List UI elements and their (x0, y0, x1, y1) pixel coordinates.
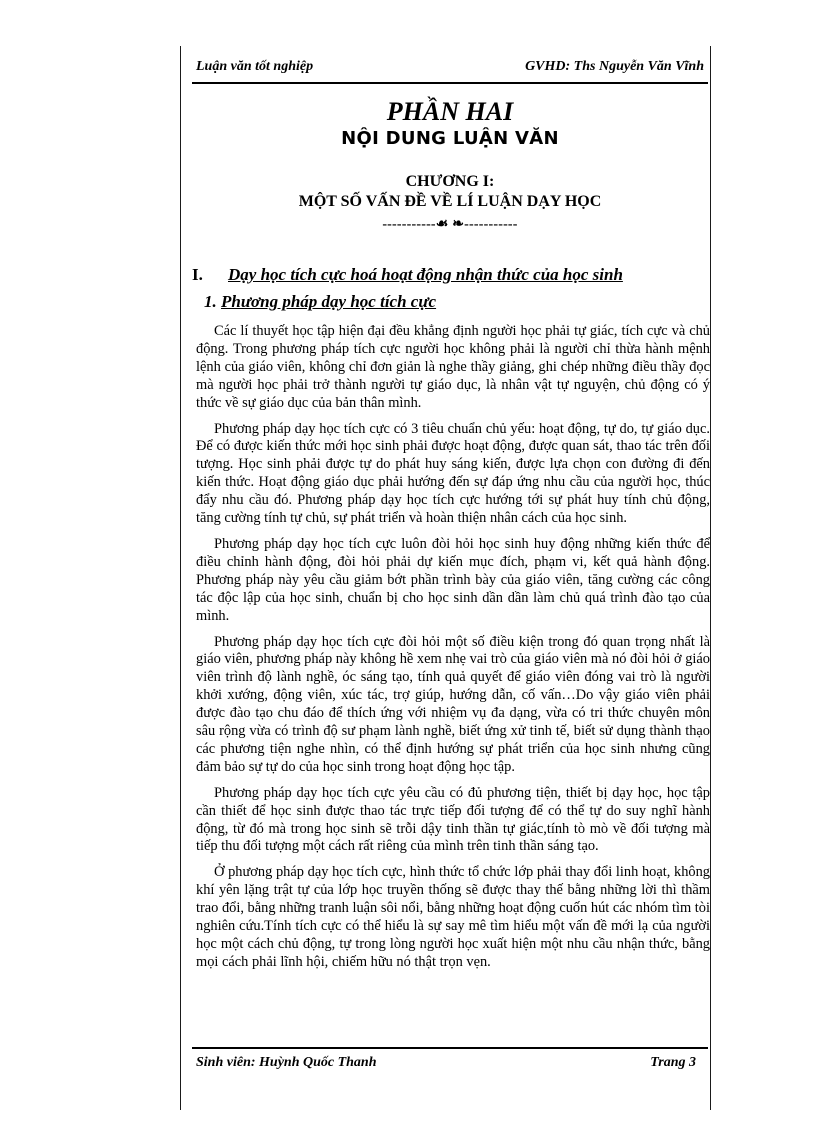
paragraph: Phương pháp dạy học tích cực luôn đòi hỏi học sinh huy động những kiến thức để điều chỉnh hành động, đòi hỏi phải dự kiến mục đích, phạm vi, kết quả hành động. Phương pháp này yêu cầu giảm bớt phần trình bày của giáo viên, tăng cường các công tác độc lập của học sinh, chuẩn bị cho học sinh dần dần làm chủ quá trình đào tạo của mình. (196, 535, 710, 624)
running-header (192, 58, 708, 84)
paragraph: Phương pháp dạy học tích cực yêu cầu có đủ phương tiện, thiết bị dạy học, học tập cần thiết để học sinh được thao tác trực tiếp đối tượng để có thể tự do suy nghĩ hành động, từ đó mà trong học sinh sẽ trỗi dậy tinh thần tự giác,tính tò mò về đối tượng mà tiếp thu đối tượng một cách rất riêng của mình trên tinh thần sáng tạo. (196, 784, 710, 855)
paragraph: Phương pháp dạy học tích cực có 3 tiêu chuẩn chủ yếu: hoạt động, tự do, tự giáo dục. Để có được kiến thức mới học sinh phải được hoạt động, được quan sát, thao tác trên đối tượng. Học sinh phải được tự do phát huy sáng kiến, được lựa chọn con đường đi đến kiến thức. Hoạt động giáo dục phải hướng đến sự đáp ứng nhu cầu của người học, thúc đẩy nhu cầu đó. Phương pháp dạy học tích cực hướng tới sự phát huy tính chủ động, tăng cường tính tự chủ, sự phát triển và hoàn thiện nhân cách của học sinh. (196, 420, 710, 527)
subsection-title: Phương pháp dạy học tích cực (221, 292, 437, 311)
paragraph: Ở phương pháp dạy học tích cực, hình thức tổ chức lớp phải thay đổi linh hoạt, không khí yên lặng trật tự của lớp học truyền thống sẽ được thay thế bằng những lời thì thầm trao đổi, bằng những tranh luận sôi nổi, bằng những hoạt động cuốn hút các nhóm tìm tòi nghiên cứu.Tính tích cực có thể hiểu là sự say mê tìm hiểu một vấn đề mới lạ của người học một cách chủ động, tự trong lòng người học xuất hiện một nhu cầu nhận thức, bằng mọi cách phải lĩnh hội, chiếm hữu nó thật trọn vẹn. (196, 864, 710, 970)
part-title: PHẦN HAI (386, 97, 514, 126)
footer-student-name: Sinh viên: Huỳnh Quốc Thanh (196, 1055, 377, 1070)
chapter-label: CHƯƠNG I: (405, 173, 495, 190)
chapter-ornament-divider: -----------☙ ❧----------- (382, 217, 518, 232)
paragraph: Phương pháp dạy học tích cực đòi hỏi một số điều kiện trong đó quan trọng nhất là giáo viên, phương pháp này không hề xem nhẹ vai trò của giáo viên mà nó đòi hỏi ở giáo viên trình độ lành nghề, óc sáng tạo, tính quả quyết để giáo viên đóng vai trò là người khởi xướng, động viên, xúc tác, trợ giúp, hướng dẫn, cố vấn…Do vậy giáo viên phải được đào tạo chu đáo để thích ứng với nhiệm vụ đa dạng, vừa có tri thức chuyên môn sâu rộng vừa có trình độ sư phạm lành nghề, biết ứng xử tinh tế, biết sử dụng thành thạo các phương tiện nghe nhìn, có thể định hướng sự phát triển của học sinh nhưng cũng đảm bảo sự tự do của học sinh trong hoạt động học tập. (196, 633, 710, 775)
body-text (196, 323, 710, 980)
running-footer (192, 1047, 708, 1071)
subsection-number: 1. (204, 292, 217, 311)
part-subtitle: NỘI DUNG LUẬN VĂN (341, 128, 559, 149)
paragraph: Các lí thuyết học tập hiện đại đều khẳng định người học phải tự giác, tích cực và chủ động. Trong phương pháp tích cực người học không phải là người chỉ thừa hành mệnh lệnh của giáo viên, không chỉ đơn giản là nghe thầy giảng, ghi chép những điều thầy đọc mà người học phải trở thành người tự giáo dục, là nhân vật tự nguyện, chủ động có ý thức về sự giáo dục của bản thân mình. (196, 323, 710, 411)
section-number: I. (192, 265, 203, 284)
header-thesis-type: Luận văn tốt nghiệp (196, 59, 314, 74)
subsection-heading (204, 292, 684, 312)
section-title: Dạy học tích cực hoá hoạt động nhận thức của học sinh (228, 265, 623, 284)
chapter-title: MỘT SỐ VẤN ĐỀ VỀ LÍ LUẬN DẠY HỌC (298, 193, 602, 210)
header-supervisor: GVHD: Ths Nguyễn Văn Vĩnh (525, 59, 704, 74)
footer-page-number: Trang 3 (650, 1055, 696, 1070)
section-heading (192, 265, 692, 285)
